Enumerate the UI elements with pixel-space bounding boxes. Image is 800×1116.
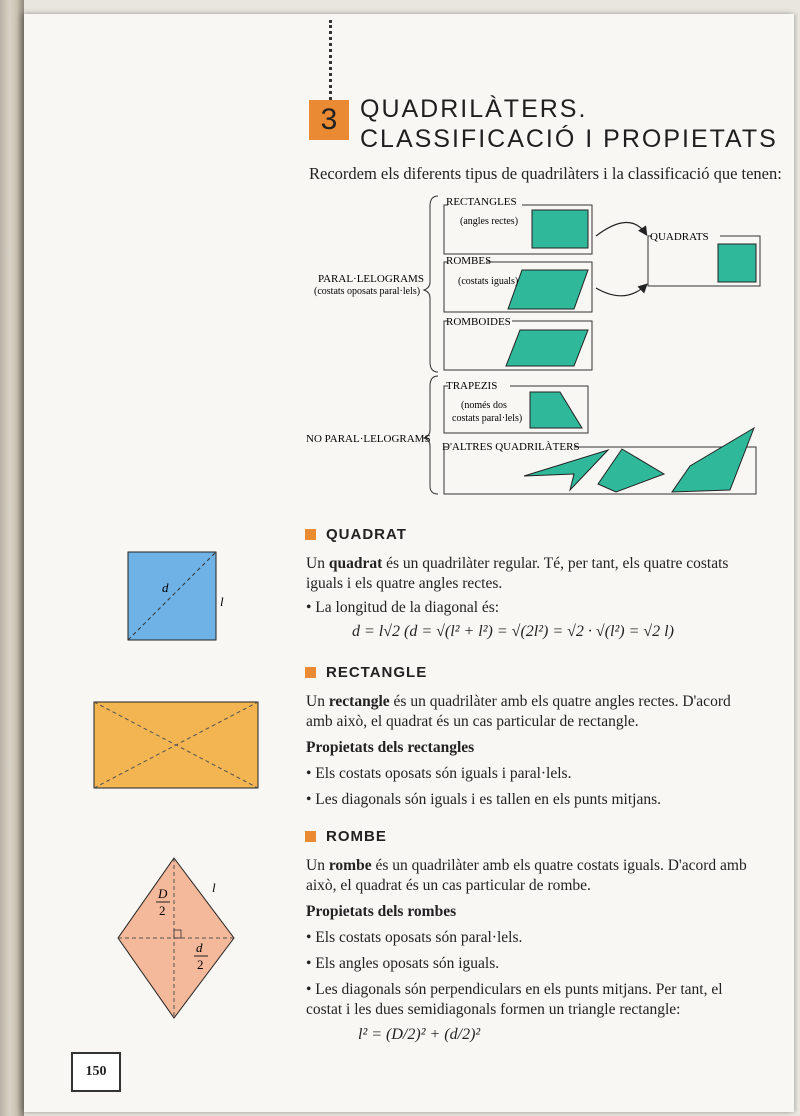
kite-shape: [598, 449, 664, 492]
rombe-formula: l² = (D/2)² + (d/2)²: [358, 1026, 481, 1043]
label-l-side: l: [212, 880, 216, 895]
arrow-rombes-quadrats: [596, 285, 646, 296]
label-quadrats: QUADRATS: [650, 231, 709, 243]
classification-diagram: [0, 0, 800, 520]
rectangle-shape: [532, 210, 588, 248]
label-paral: PARAL·LELOGRAMS: [318, 273, 424, 285]
quadrat-bullet: • La longitud de la diagonal és:: [306, 599, 500, 616]
arrow-quad-shape: [524, 450, 608, 490]
label-rombes: ROMBES: [446, 255, 492, 267]
rectangle-bullet-2: • Les diagonals són iguals i es tallen en els punts mitjans.: [306, 791, 661, 808]
square-figure: [120, 548, 230, 646]
label-rectangles-sub: (angles rectes): [460, 216, 519, 227]
label-trapezis: TRAPEZIS: [446, 380, 498, 392]
label-d: d: [162, 580, 169, 595]
label-d-small: d: [196, 940, 203, 955]
rectangle-props-title: Propietats dels rectangles: [306, 739, 475, 756]
label-altres: D'ALTRES QUADRILÀTERS: [442, 441, 580, 453]
label-no-paral: NO PARAL·LELOGRAMS: [306, 433, 431, 445]
title-line-2: CLASSIFICACIÓ I PROPIETATS: [360, 125, 778, 153]
rombe-bullet-3: • Les diagonals són perpendiculars en els punts mitjans. Per tant, el costat i les dues semidiagonals formen un triangle rectangle:: [306, 981, 723, 1018]
quadrat-text: Un quadrat és un quadrilàter regular. Té, per tant, els quatre costats iguals i els quatre angles rectes.: [306, 555, 729, 592]
paral-brace: [424, 196, 438, 372]
bullet-square-icon: [305, 667, 316, 678]
label-D: D: [158, 886, 168, 901]
rhombus-shape: [508, 270, 588, 309]
bullet-square-icon: [305, 529, 316, 540]
label-2-D: 2: [159, 903, 166, 918]
rombe-bullet-2: • Els angles oposats són iguals.: [306, 955, 500, 972]
arrow-rectangles-quadrats: [596, 222, 646, 236]
label-romboides: ROMBOIDES: [446, 316, 511, 328]
label-rombes-sub: (costats iguals): [458, 276, 519, 287]
rectangle-heading: RECTANGLE: [305, 664, 427, 681]
label-rectangles: RECTANGLES: [446, 196, 517, 208]
trapezoid-shape: [530, 392, 582, 428]
bullet-square-icon: [305, 831, 316, 842]
rombe-text: Un rombe és un quadrilàter amb els quatre costats iguals. D'acord amb això, el quadrat és un cas particular de rombe.: [306, 857, 747, 894]
title-line-1: QUADRILÀTERS.: [360, 95, 588, 123]
rectangle-figure: [90, 698, 262, 794]
label-l: l: [220, 594, 224, 609]
section-number: 3: [309, 100, 349, 140]
label-paral-sub: (costats oposats paral·lels): [314, 286, 421, 297]
irregular-quad-shape: [672, 428, 754, 492]
rectangle-bullet-1: • Els costats oposats són iguals i paral·lels.: [306, 765, 572, 782]
square-shape: [718, 244, 756, 282]
intro-text: Recordem els diferents tipus de quadrilàters i la classificació que tenen:: [309, 164, 782, 183]
rectangle-text: Un rectangle és un quadrilàter amb els quatre angles rectes. D'acord amb això, el quadrat és un cas particular de rectangle.: [306, 693, 731, 730]
label-trapezis-sub2: costats paral·lels): [452, 413, 523, 424]
page-number: 150: [71, 1052, 121, 1092]
rhomboid-shape: [506, 330, 588, 366]
quadrat-heading: QUADRAT: [305, 526, 407, 543]
rombe-bullet-1: • Els costats oposats són paral·lels.: [306, 929, 523, 946]
rombe-props-title: Propietats dels rombes: [306, 903, 457, 920]
rombe-heading: ROMBE: [305, 828, 387, 845]
label-trapezis-sub1: (només dos: [461, 400, 507, 411]
quadrat-formula: d = l√2 (d = √(l² + l²) = √(2l²) = √2 · √(l²) = √2 l): [352, 623, 674, 640]
rhombus-figure: [112, 852, 252, 1028]
label-2-d: 2: [197, 957, 204, 972]
